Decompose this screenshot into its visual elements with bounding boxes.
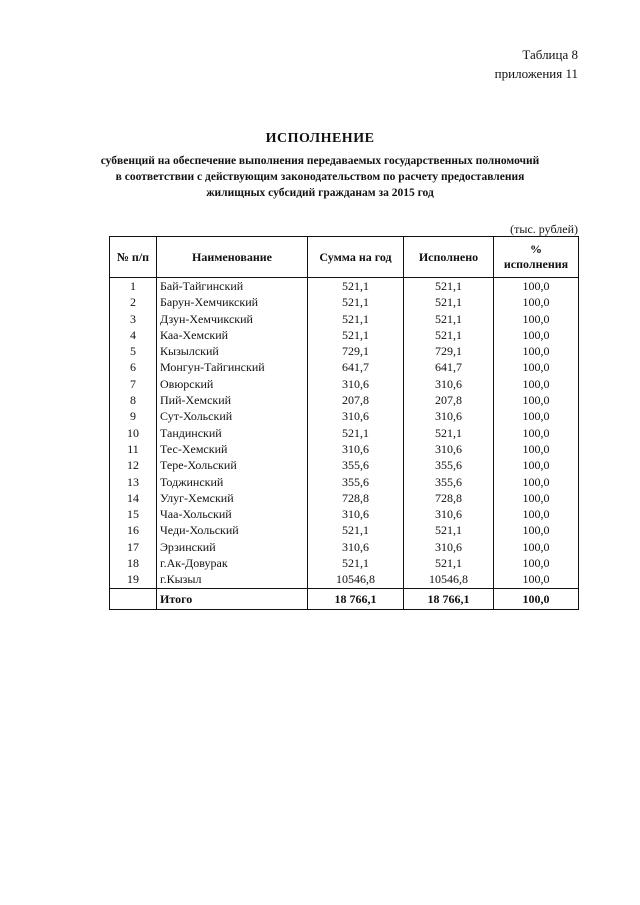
row-number: 14 xyxy=(110,490,157,506)
row-year-sum: 310,6 xyxy=(308,539,404,555)
appendix-number: приложения 11 xyxy=(494,66,578,81)
table-row xyxy=(110,490,579,506)
row-year-sum: 521,1 xyxy=(308,327,404,343)
total-row xyxy=(110,588,579,609)
row-year-sum: 207,8 xyxy=(308,392,404,408)
total-number xyxy=(110,588,157,609)
row-percent: 100,0 xyxy=(494,474,579,490)
row-percent: 100,0 xyxy=(494,359,579,375)
row-executed: 355,6 xyxy=(404,457,494,473)
col-header-name: Наименование xyxy=(157,237,308,278)
table-row xyxy=(110,278,579,295)
row-executed: 521,1 xyxy=(404,278,494,295)
row-executed: 310,6 xyxy=(404,506,494,522)
row-executed: 10546,8 xyxy=(404,571,494,588)
row-name: Барун-Хемчикский xyxy=(157,294,308,310)
row-number: 12 xyxy=(110,457,157,473)
row-executed: 728,8 xyxy=(404,490,494,506)
table-number: Таблица 8 xyxy=(522,47,578,62)
row-percent: 100,0 xyxy=(494,327,579,343)
table-row xyxy=(110,474,579,490)
row-executed: 521,1 xyxy=(404,522,494,538)
row-year-sum: 310,6 xyxy=(308,441,404,457)
row-year-sum: 310,6 xyxy=(308,376,404,392)
table-row xyxy=(110,327,579,343)
row-executed: 521,1 xyxy=(404,327,494,343)
row-year-sum: 355,6 xyxy=(308,457,404,473)
table-row xyxy=(110,506,579,522)
table-row xyxy=(110,376,579,392)
row-executed: 207,8 xyxy=(404,392,494,408)
table-row xyxy=(110,441,579,457)
total-executed: 18 766,1 xyxy=(404,588,494,609)
row-executed: 521,1 xyxy=(404,425,494,441)
row-year-sum: 10546,8 xyxy=(308,571,404,588)
row-number: 1 xyxy=(110,278,157,295)
row-percent: 100,0 xyxy=(494,343,579,359)
subtitle-line: жилищных субсидий гражданам за 2015 год xyxy=(206,187,434,199)
row-percent: 100,0 xyxy=(494,441,579,457)
row-name: Каа-Хемский xyxy=(157,327,308,343)
row-name: Чаа-Хольский xyxy=(157,506,308,522)
row-number: 4 xyxy=(110,327,157,343)
col-header-percent-label: исполнения xyxy=(503,257,569,271)
row-percent: 100,0 xyxy=(494,425,579,441)
total-percent: 100,0 xyxy=(494,588,579,609)
row-number: 18 xyxy=(110,555,157,571)
row-number: 16 xyxy=(110,522,157,538)
row-number: 10 xyxy=(110,425,157,441)
row-name: Эрзинский xyxy=(157,539,308,555)
row-executed: 521,1 xyxy=(404,311,494,327)
row-name: г.Ак-Довурак xyxy=(157,555,308,571)
row-year-sum: 521,1 xyxy=(308,278,404,295)
row-number: 19 xyxy=(110,571,157,588)
row-number: 3 xyxy=(110,311,157,327)
row-name: Чеди-Хольский xyxy=(157,522,308,538)
table-row xyxy=(110,408,579,424)
row-executed: 521,1 xyxy=(404,294,494,310)
table-row xyxy=(110,522,579,538)
row-year-sum: 521,1 xyxy=(308,311,404,327)
row-executed: 641,7 xyxy=(404,359,494,375)
row-number: 13 xyxy=(110,474,157,490)
row-executed: 355,6 xyxy=(404,474,494,490)
row-year-sum: 521,1 xyxy=(308,425,404,441)
subtitle-line: субвенций на обеспечение выполнения передаваемых государственных полномочий xyxy=(100,155,540,167)
row-name: Овюрский xyxy=(157,376,308,392)
row-year-sum: 641,7 xyxy=(308,359,404,375)
row-name: Монгун-Тайгинский xyxy=(157,359,308,375)
table-row xyxy=(110,392,579,408)
row-percent: 100,0 xyxy=(494,506,579,522)
row-number: 5 xyxy=(110,343,157,359)
row-number: 9 xyxy=(110,408,157,424)
row-year-sum: 310,6 xyxy=(308,506,404,522)
row-year-sum: 355,6 xyxy=(308,474,404,490)
row-number: 17 xyxy=(110,539,157,555)
row-percent: 100,0 xyxy=(494,539,579,555)
row-name: Тандинский xyxy=(157,425,308,441)
row-percent: 100,0 xyxy=(494,555,579,571)
table-row xyxy=(110,457,579,473)
row-name: Улуг-Хемский xyxy=(157,490,308,506)
total-year-sum: 18 766,1 xyxy=(308,588,404,609)
row-percent: 100,0 xyxy=(494,311,579,327)
row-percent: 100,0 xyxy=(494,522,579,538)
table-row xyxy=(110,571,579,588)
row-percent: 100,0 xyxy=(494,408,579,424)
row-year-sum: 521,1 xyxy=(308,522,404,538)
table-row xyxy=(110,294,579,310)
units-label: (тыс. рублей) xyxy=(510,222,578,236)
row-executed: 310,6 xyxy=(404,376,494,392)
row-executed: 310,6 xyxy=(404,539,494,555)
row-percent: 100,0 xyxy=(494,490,579,506)
document-title: ИСПОЛНЕНИЕ xyxy=(265,131,375,146)
row-name: Бай-Тайгинский xyxy=(157,278,308,295)
table-row xyxy=(110,311,579,327)
execution-table xyxy=(109,236,579,610)
table-row xyxy=(110,539,579,555)
document-subtitle xyxy=(80,153,560,201)
row-year-sum: 729,1 xyxy=(308,343,404,359)
row-percent: 100,0 xyxy=(494,457,579,473)
row-number: 15 xyxy=(110,506,157,522)
row-number: 7 xyxy=(110,376,157,392)
row-percent: 100,0 xyxy=(494,294,579,310)
table-row xyxy=(110,555,579,571)
row-name: Тере-Хольский xyxy=(157,457,308,473)
row-number: 2 xyxy=(110,294,157,310)
row-name: Тес-Хемский xyxy=(157,441,308,457)
row-name: г.Кызыл xyxy=(157,571,308,588)
table-row xyxy=(110,425,579,441)
total-label: Итого xyxy=(157,588,308,609)
row-year-sum: 521,1 xyxy=(308,294,404,310)
row-name: Пий-Хемский xyxy=(157,392,308,408)
col-header-percent xyxy=(494,237,579,278)
row-year-sum: 521,1 xyxy=(308,555,404,571)
row-number: 6 xyxy=(110,359,157,375)
row-percent: 100,0 xyxy=(494,376,579,392)
table-header-row xyxy=(110,237,579,278)
table-row xyxy=(110,359,579,375)
row-name: Кызылский xyxy=(157,343,308,359)
col-header-year-sum: Сумма на год xyxy=(308,237,404,278)
row-number: 8 xyxy=(110,392,157,408)
row-year-sum: 310,6 xyxy=(308,408,404,424)
row-executed: 729,1 xyxy=(404,343,494,359)
row-executed: 521,1 xyxy=(404,555,494,571)
row-name: Тоджинский xyxy=(157,474,308,490)
col-header-percent-sign: % xyxy=(530,242,542,256)
table-row xyxy=(110,343,579,359)
row-percent: 100,0 xyxy=(494,392,579,408)
row-executed: 310,6 xyxy=(404,441,494,457)
row-number: 11 xyxy=(110,441,157,457)
row-name: Сут-Хольский xyxy=(157,408,308,424)
row-name: Дзун-Хемчикский xyxy=(157,311,308,327)
col-header-executed: Исполнено xyxy=(404,237,494,278)
subtitle-line: в соответствии с действующим законодательством по расчету предоставления xyxy=(115,171,525,183)
row-executed: 310,6 xyxy=(404,408,494,424)
row-percent: 100,0 xyxy=(494,278,579,295)
col-header-number: № п/п xyxy=(110,237,157,278)
row-year-sum: 728,8 xyxy=(308,490,404,506)
row-percent: 100,0 xyxy=(494,571,579,588)
